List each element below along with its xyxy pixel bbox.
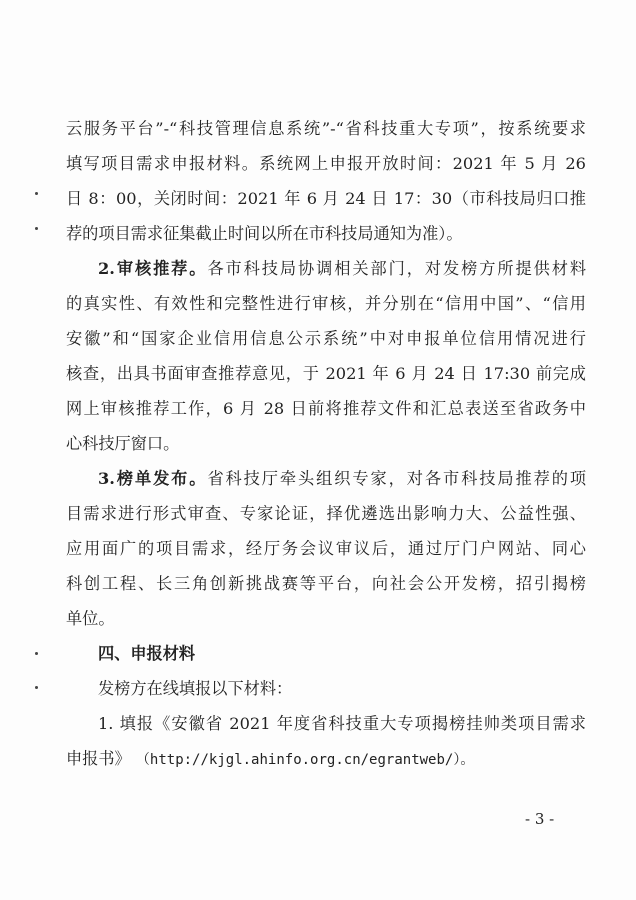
text-line: 科创工程、长三角创新挑战赛等平台，向社会公开发榜，招引揭榜 xyxy=(66,574,586,593)
binding-mark xyxy=(35,652,38,655)
page-number: - 3 - xyxy=(525,810,555,828)
item-title: 3.榜单发布。 xyxy=(98,469,208,488)
text-span: 申报书》 xyxy=(66,749,131,768)
text-line: 填写项目需求申报材料。系统网上申报开放时间：2021 年 5 月 26 xyxy=(66,154,586,173)
text-line: 日 8：00，关闭时间：2021 年 6 月 24 日 17：30（市科技局归口推 xyxy=(66,189,586,208)
binding-mark xyxy=(35,192,38,195)
item-title: 2.审核推荐。 xyxy=(98,259,208,278)
binding-mark xyxy=(35,686,38,689)
list-item-line xyxy=(66,748,586,771)
text-line: 云服务平台”-“科技管理信息系统”-“省科技重大专项”，按系统要求 xyxy=(66,119,586,138)
text-span: 各市科技局协调相关部门，对发榜方所提供材料 xyxy=(207,259,587,278)
text-line: 单位。 xyxy=(66,609,115,628)
text-span: 省科技厅牵头组织专家，对各市科技局推荐的项 xyxy=(207,469,587,488)
paragraph-first-line xyxy=(98,258,586,280)
text-line: 核查，出具书面审查推荐意见，于 2021 年 6 月 24 日 17:30 前完成 xyxy=(66,364,586,383)
text-line: 安徽”和“国家企业信用信息公示系统”中对申报单位信用情况进行 xyxy=(66,329,586,348)
binding-mark xyxy=(35,227,38,230)
text-line: 网上审核推荐工作，6 月 28 日前将推荐文件和汇总表送至省政务中 xyxy=(66,399,586,418)
text-line: 应用面广的项目需求，经厅务会议审议后，通过厅门户网站、同心 xyxy=(66,539,586,558)
section-heading: 四、申报材料 xyxy=(98,644,196,663)
text-line: 目需求进行形式审查、专家论证，择优遴选出影响力大、公益性强、 xyxy=(66,504,586,523)
paragraph-first-line xyxy=(98,468,586,490)
text-line: 心科技厅窗口。 xyxy=(66,434,180,453)
list-item-line: 1. 填报《安徽省 2021 年度省科技重大专项揭榜挂帅类项目需求 xyxy=(98,714,586,733)
text-line: 荐的项目需求征集截止时间以所在市科技局通知为准）。 xyxy=(66,224,463,243)
text-line: 发榜方在线填报以下材料： xyxy=(98,679,293,698)
text-line: 的真实性、有效性和完整性进行审核，并分别在“信用中国”、“信用 xyxy=(66,294,586,313)
url-text: （http://kjgl.ahinfo.org.cn/egrantweb/）。 xyxy=(135,752,475,768)
